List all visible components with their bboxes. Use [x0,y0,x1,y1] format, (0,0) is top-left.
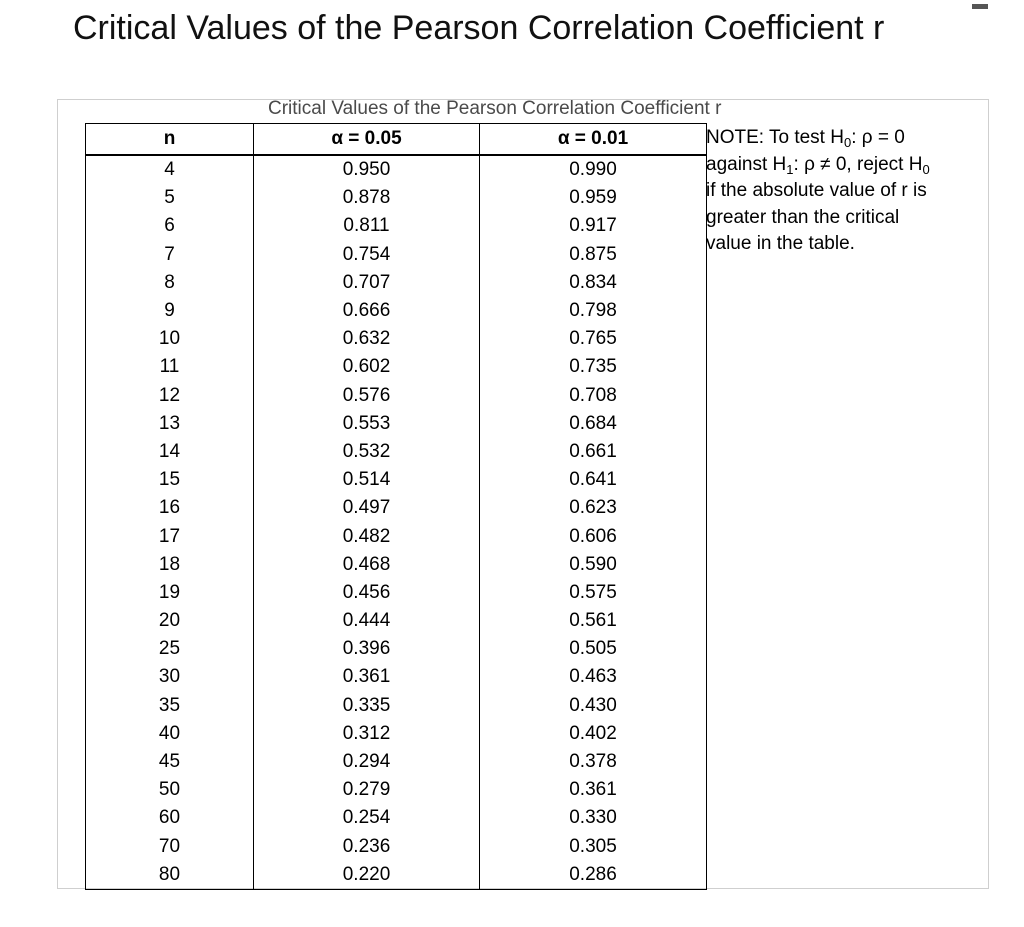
note-line-3: if the absolute value of r is [706,180,927,201]
cell-alpha-001: 0.708 [480,382,707,410]
table-row [86,212,707,240]
cell-alpha-005: 0.312 [254,720,480,748]
cell-alpha-005: 0.514 [254,466,480,494]
table-row [86,438,707,466]
cell-n: 17 [86,522,254,550]
cell-alpha-005: 0.497 [254,494,480,522]
cell-alpha-005: 0.602 [254,353,480,381]
cell-alpha-001: 0.765 [480,325,707,353]
cell-alpha-005: 0.754 [254,241,480,269]
table-row [86,466,707,494]
cell-alpha-005: 0.576 [254,382,480,410]
note-line-5: value in the table. [706,233,855,254]
cell-alpha-001: 0.330 [480,804,707,832]
note-text: NOTE: To test H [706,127,844,148]
cell-n: 4 [86,155,254,184]
table-row [86,353,707,381]
cell-alpha-005: 0.878 [254,184,480,212]
table-row [86,297,707,325]
cell-alpha-005: 0.553 [254,410,480,438]
cell-alpha-001: 0.917 [480,212,707,240]
cell-alpha-001: 0.959 [480,184,707,212]
cell-alpha-005: 0.361 [254,663,480,691]
cell-n: 80 [86,861,254,890]
table-row [86,155,707,184]
note-box [706,125,976,258]
cell-alpha-001: 0.641 [480,466,707,494]
cell-alpha-001: 0.463 [480,663,707,691]
cell-alpha-005: 0.482 [254,522,480,550]
table-row [86,410,707,438]
cell-n: 19 [86,579,254,607]
note-text: : ρ = 0 [851,127,905,148]
note-line-2 [706,152,976,179]
cell-alpha-005: 0.811 [254,212,480,240]
cell-alpha-005: 0.444 [254,607,480,635]
note-subscript: 1 [786,161,794,177]
table-row [86,776,707,804]
cell-n: 7 [86,241,254,269]
cell-alpha-001: 0.561 [480,607,707,635]
cell-n: 20 [86,607,254,635]
cell-alpha-005: 0.707 [254,269,480,297]
table-row [86,241,707,269]
cell-alpha-005: 0.279 [254,776,480,804]
header-alpha-001: α = 0.01 [480,124,707,156]
cell-n: 9 [86,297,254,325]
cell-alpha-005: 0.632 [254,325,480,353]
cell-alpha-001: 0.286 [480,861,707,890]
table-row [86,804,707,832]
cell-n: 11 [86,353,254,381]
cell-n: 18 [86,551,254,579]
table-body [86,155,707,889]
note-subscript: 0 [922,161,930,177]
cell-n: 70 [86,833,254,861]
cell-alpha-005: 0.335 [254,692,480,720]
table-row [86,692,707,720]
note-line-1 [706,125,976,152]
note-text: : ρ ≠ 0, reject H [793,153,923,175]
cell-n: 60 [86,804,254,832]
table-row [86,833,707,861]
table-row [86,663,707,691]
cell-n: 25 [86,635,254,663]
cell-alpha-005: 0.294 [254,748,480,776]
table-row [86,269,707,297]
cell-alpha-001: 0.990 [480,155,707,184]
cell-alpha-001: 0.402 [480,720,707,748]
table-row [86,720,707,748]
table-row [86,184,707,212]
cell-n: 5 [86,184,254,212]
cell-alpha-001: 0.361 [480,776,707,804]
note-text: against H [706,153,787,175]
cell-n: 6 [86,212,254,240]
table-row [86,748,707,776]
note-line-4: greater than the critical [706,206,900,228]
cell-alpha-001: 0.430 [480,692,707,720]
cell-n: 10 [86,325,254,353]
corner-mark [972,4,988,9]
cell-alpha-001: 0.798 [480,297,707,325]
table-caption: Critical Values of the Pearson Correlation Coefficient r [268,98,722,119]
header-alpha-005: α = 0.05 [254,124,480,156]
cell-n: 12 [86,382,254,410]
cell-alpha-001: 0.875 [480,241,707,269]
cell-alpha-001: 0.505 [480,635,707,663]
cell-alpha-005: 0.254 [254,804,480,832]
table-row [86,607,707,635]
table-row [86,551,707,579]
cell-n: 30 [86,663,254,691]
table-row [86,579,707,607]
cell-alpha-001: 0.378 [480,748,707,776]
cell-alpha-005: 0.532 [254,438,480,466]
cell-alpha-001: 0.590 [480,551,707,579]
cell-n: 13 [86,410,254,438]
page-title: Critical Values of the Pearson Correlation Coefficient r [73,9,885,47]
table-row [86,494,707,522]
cell-alpha-005: 0.236 [254,833,480,861]
cell-alpha-001: 0.623 [480,494,707,522]
cell-alpha-005: 0.220 [254,861,480,890]
cell-alpha-005: 0.396 [254,635,480,663]
cell-n: 14 [86,438,254,466]
cell-n: 35 [86,692,254,720]
cell-n: 50 [86,776,254,804]
cell-alpha-001: 0.735 [480,353,707,381]
cell-n: 45 [86,748,254,776]
table-row [86,861,707,890]
cell-alpha-001: 0.305 [480,833,707,861]
table-row [86,325,707,353]
table-row [86,635,707,663]
table-row [86,522,707,550]
table-header-row [86,124,707,156]
critical-values-table [85,123,707,890]
cell-n: 40 [86,720,254,748]
table-row [86,382,707,410]
header-n: n [86,124,254,156]
cell-alpha-005: 0.666 [254,297,480,325]
cell-n: 8 [86,269,254,297]
cell-alpha-001: 0.661 [480,438,707,466]
note-subscript: 0 [843,135,852,150]
cell-alpha-001: 0.575 [480,579,707,607]
cell-alpha-005: 0.950 [254,155,480,184]
cell-n: 15 [86,466,254,494]
cell-alpha-005: 0.456 [254,579,480,607]
cell-alpha-001: 0.834 [480,269,707,297]
cell-alpha-005: 0.468 [254,551,480,579]
cell-n: 16 [86,494,254,522]
cell-alpha-001: 0.606 [480,522,707,550]
cell-alpha-001: 0.684 [480,410,707,438]
